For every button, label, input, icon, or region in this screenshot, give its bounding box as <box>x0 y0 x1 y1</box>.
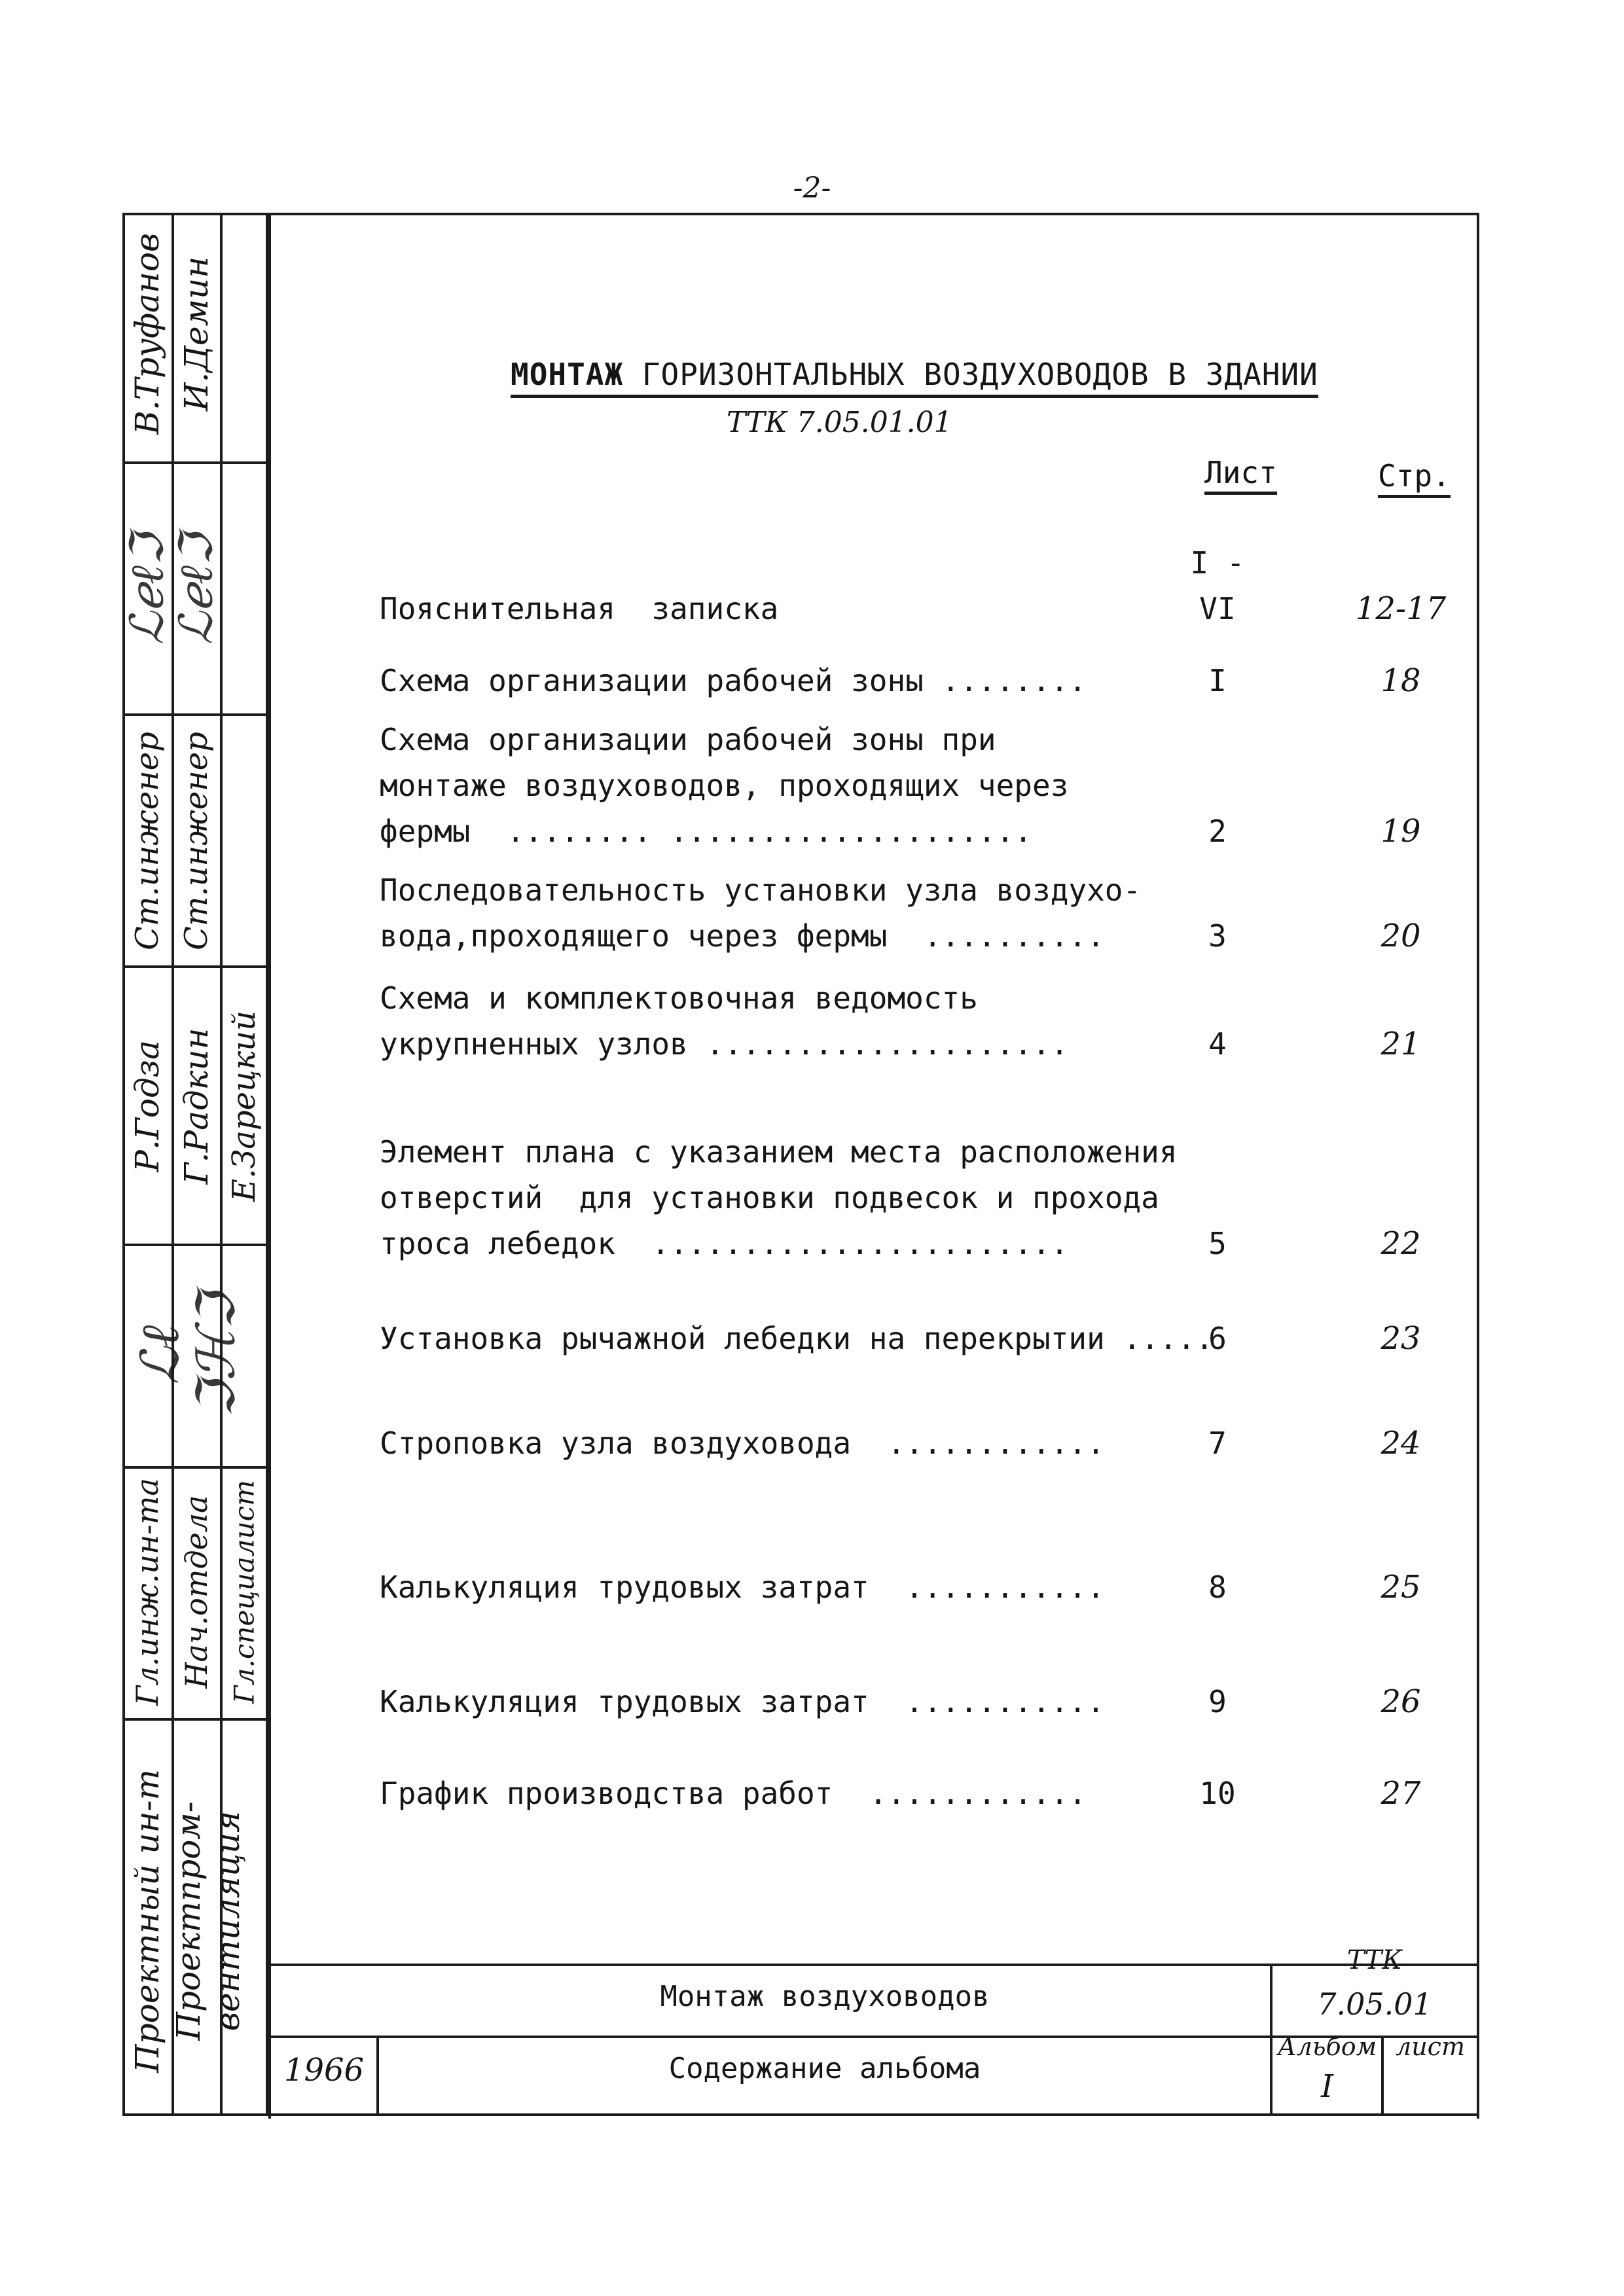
toc-row <box>380 1316 1466 1361</box>
toc-text: Строповка узла воздуховода ............ <box>380 1426 1105 1461</box>
role-1: Гл.инж.ин-та <box>130 1478 165 1706</box>
toc-page: 24 <box>1380 1425 1421 1462</box>
toc-row <box>380 545 1466 632</box>
toc-text: Схема организации рабочей зоны ........ <box>380 663 1087 698</box>
document-code: ТТК 7.05.01.01 <box>727 406 952 439</box>
side-separator <box>122 1718 268 1721</box>
toc-page: 22 <box>1380 1225 1421 1262</box>
toc-page: 21 <box>1380 1026 1421 1062</box>
toc-row <box>380 975 1466 1067</box>
toc-text: Схема и комплектовочная ведомость укрупненных узлов .................... <box>380 980 1069 1062</box>
toc-sheet: 10 <box>1199 1776 1236 1811</box>
toc-text: Калькуляция трудовых затрат ........... <box>380 1570 1105 1605</box>
signer-2: Г.Радкин <box>177 1028 215 1185</box>
side-separator <box>122 713 268 716</box>
stamp-sheet-label: лист <box>1396 2032 1465 2061</box>
toc-page: 23 <box>1380 1320 1421 1357</box>
stamp-album-value: I <box>1321 2068 1333 2105</box>
position-1: Ст.инженер <box>129 732 166 950</box>
column-sheet: Лист <box>1204 455 1277 495</box>
stamp-title-1: Монтаж воздуховодов <box>660 1980 990 2013</box>
toc-text: Пояснительная записка <box>380 591 779 626</box>
side-separator <box>122 1244 268 1246</box>
stamp-ttk-label: ТТК <box>1346 1945 1403 1975</box>
org-line-1: Проектный ин-т <box>128 1769 166 2073</box>
toc-sheet: 9 <box>1208 1684 1227 1719</box>
toc-page: 19 <box>1380 813 1421 850</box>
role-2: Нач.отдела <box>179 1495 214 1689</box>
signature-3: ℒℓ <box>130 1325 190 1385</box>
side-separator <box>122 461 268 464</box>
toc-page: 18 <box>1380 662 1421 699</box>
side-separator <box>122 965 268 968</box>
author-1: В.Труфанов <box>128 232 166 435</box>
document-title <box>511 357 1318 398</box>
signer-1: Р.Годза <box>128 1040 166 1172</box>
stamp-bottom-border <box>122 2113 1477 2116</box>
side-separator <box>122 1466 268 1469</box>
toc-row <box>380 1564 1466 1610</box>
toc-row <box>380 867 1466 959</box>
toc-row <box>380 1679 1466 1725</box>
stamp-divider <box>1270 1964 1272 2116</box>
toc-sheet: 8 <box>1208 1570 1227 1605</box>
toc-text: Схема организации рабочей зоны при монтаже воздуховодов, проходящих через фермы ........ .................... <box>380 722 1069 849</box>
toc-row <box>380 717 1466 854</box>
title-rest: ГОРИЗОНТАЛЬНЫХ ВОЗДУХОВОДОВ В ЗДАНИИ <box>623 357 1318 392</box>
stamp-title-2: Содержание альбома <box>668 2052 981 2085</box>
role-3: Гл.специалист <box>228 1480 261 1704</box>
signature-4: ℑℋℑ <box>185 1292 247 1418</box>
column-page: Стр. <box>1378 458 1451 498</box>
toc-page: 26 <box>1380 1683 1421 1720</box>
toc-row <box>380 1420 1466 1466</box>
author-2: И.Демин <box>177 256 215 412</box>
toc-row <box>380 1129 1466 1266</box>
stamp-divider <box>1381 2036 1384 2116</box>
toc-sheet: 6 <box>1208 1321 1227 1356</box>
toc-sheet: 2 <box>1208 814 1227 849</box>
signature-1: ℒℯℓℑ <box>120 533 174 645</box>
toc-text: Калькуляция трудовых затрат ........... <box>380 1684 1105 1719</box>
signer-3: Е.Зарецкий <box>226 1011 262 1202</box>
org-line-2: Проектпром- <box>170 1801 208 2041</box>
org-line-3: вентиляция <box>209 1810 247 2032</box>
stamp-ttk-code: 7.05.01 <box>1317 1986 1432 2022</box>
toc-page: 20 <box>1380 918 1421 954</box>
position-2: Ст.инженер <box>178 732 215 950</box>
toc-sheet: 5 <box>1208 1226 1227 1261</box>
toc-sheet: 3 <box>1208 918 1227 954</box>
toc-page: 12-17 <box>1355 590 1447 627</box>
toc-row <box>380 658 1466 704</box>
toc-page: 27 <box>1380 1775 1421 1812</box>
toc-row <box>380 1770 1466 1816</box>
toc-sheet: I - VI <box>1190 545 1245 626</box>
signature-2: ℒℯℓℑ <box>169 533 223 645</box>
toc-sheet: 7 <box>1208 1426 1227 1461</box>
stamp-album-label: Альбом <box>1277 2032 1377 2061</box>
stamp-divider <box>376 2036 379 2116</box>
page-number: -2- <box>793 171 831 205</box>
title-bold: МОНТАЖ <box>511 357 624 392</box>
toc-sheet: 4 <box>1208 1026 1227 1062</box>
toc-text: График производства работ ............ <box>380 1776 1087 1811</box>
toc-text: Элемент плана с указанием места расположения отверстий для установки подвесок и прохода троса лебедок ....................... <box>380 1134 1178 1261</box>
toc-text: Последовательность установки узла воздухо- вода,проходящего через фермы .......... <box>380 872 1142 954</box>
toc-sheet: I <box>1208 663 1227 698</box>
toc-page: 25 <box>1380 1569 1421 1605</box>
stamp-year: 1966 <box>283 2052 365 2089</box>
toc-text: Установка рычажной лебедки на перекрытии ..... <box>380 1321 1214 1356</box>
